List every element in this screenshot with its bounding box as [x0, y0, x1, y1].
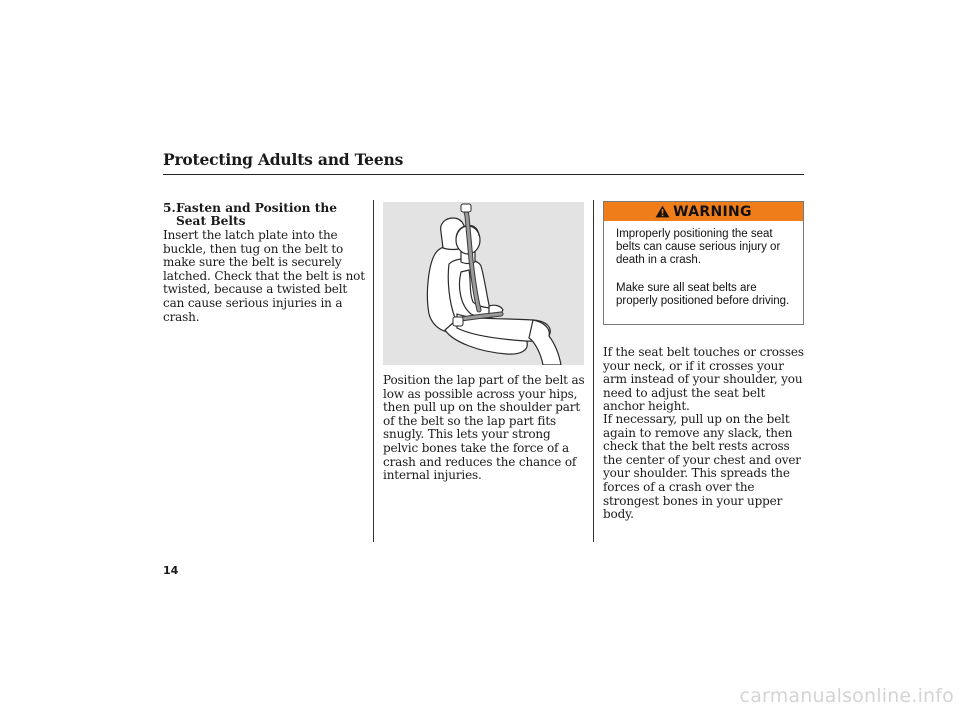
section-title: Protecting Adults and Teens — [163, 150, 404, 169]
paragraph-latch-plate: Insert the latch plate into the buckle, then tug on the belt to make sure the belt is securely latched. Check that the belt is not twisted, because a twisted belt can cause serious injuries in a crash. — [163, 228, 365, 324]
warning-banner — [604, 202, 803, 221]
step-title: Fasten and Position the Seat Belts — [176, 201, 337, 228]
paragraph-lap-belt: Position the lap part of the belt as low as possible across your hips, then pull up on the shoulder part of the belt so the lap part fits snugly. This lets your strong pelvic bones take the force of a crash and reduces the chance of internal injuries. — [383, 373, 585, 483]
warning-text-injury: Improperly positioning the seat belts can cause serious injury or death in a crash. — [616, 228, 781, 266]
seated-person-illustration — [383, 202, 584, 365]
warning-text-instruction: Make sure all seat belts are properly positioned before driving. — [616, 282, 790, 307]
step-heading — [163, 202, 363, 228]
column-divider-right — [593, 200, 594, 542]
paragraph-remove-slack: If necessary, pull up on the belt again to remove any slack, then check that the belt rests across the center of your chest and over your shoulder. This spreads the forces of a crash over the strongest bones in your upper body. — [603, 412, 801, 522]
page-number: 14 — [163, 564, 179, 577]
column-divider-left — [373, 200, 374, 542]
warning-box — [603, 201, 804, 325]
seat-belt-illustration — [383, 202, 584, 365]
step-number: 5. — [163, 201, 176, 215]
watermark-text: carmanualsonline.info — [739, 685, 954, 707]
warning-triangle-icon — [655, 205, 670, 218]
title-divider — [163, 174, 804, 175]
warning-label: WARNING — [673, 203, 752, 220]
paragraph-anchor-height: If the seat belt touches or crosses your neck, or if it crosses your arm instead of your shoulder, you need to adjust the seat belt anchor height. — [603, 345, 804, 414]
